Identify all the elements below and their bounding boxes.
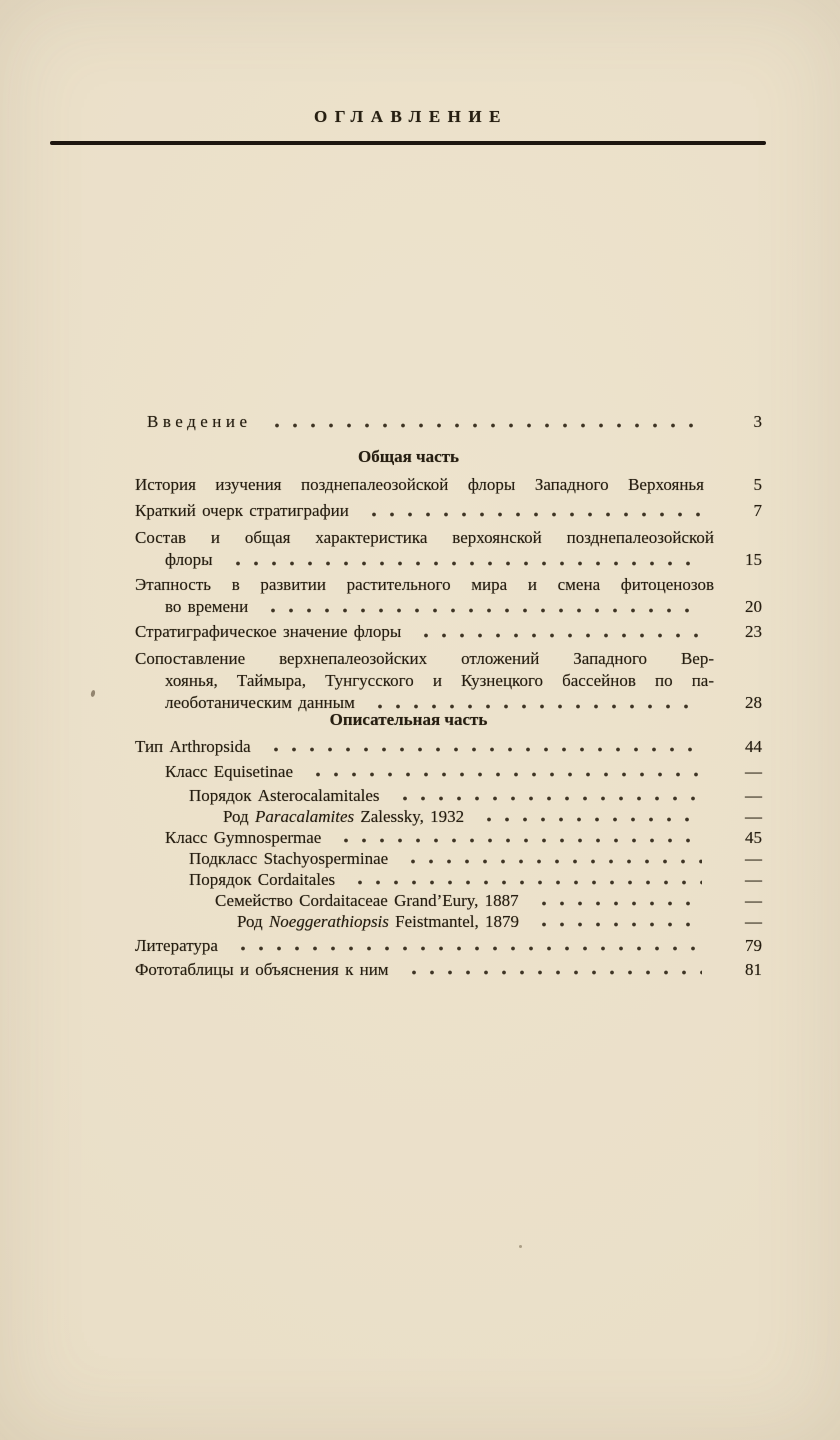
toc-entry-text: Порядок Asterocalamitales: [189, 786, 380, 805]
toc-entry: [135, 500, 762, 522]
toc-page-number: 28: [745, 693, 762, 712]
toc-entry-text: Класс Equisetinae: [165, 762, 294, 781]
toc-entry-text: Порядок Cordaitales: [189, 870, 336, 889]
section-heading-descriptive: Описательная часть: [329, 710, 488, 729]
genus-name-italic: Noeggerathiopsis: [268, 912, 389, 931]
toc-page-number: 45: [745, 828, 762, 847]
dot-leader: [400, 859, 702, 864]
dot-leader: [260, 608, 702, 613]
toc-entry-text: Подкласс Stachyosperminae: [189, 849, 389, 868]
toc-entry-text: История изучения позднепалеозойской флоры Западного Верхоянья: [135, 475, 704, 494]
toc-page-number: 79: [745, 936, 762, 955]
toc-entry-line: [135, 527, 762, 549]
toc-entry-text: хоянья, Таймыра, Тунгусского и Кузнецкого бассейнов по па-: [165, 671, 714, 690]
paper-speck: [90, 690, 96, 698]
toc-entry-introduction: [135, 411, 762, 433]
toc-entry-text: Состав и общая характеристика верхоянской позднепалеозойской: [135, 528, 714, 547]
toc-page-number: —: [745, 786, 762, 805]
toc-page-number: —: [745, 870, 762, 889]
title-rule: [50, 141, 766, 145]
toc-entry-line: [135, 648, 762, 670]
toc-entry-line: [135, 574, 762, 596]
dot-leader: [392, 796, 702, 801]
toc-entry-text: флоры: [165, 550, 213, 569]
page-title: ОГЛАВЛЕНИЕ: [314, 107, 508, 126]
toc-page-number: 44: [745, 737, 762, 756]
dot-leader: [413, 633, 702, 638]
toc-entry: [135, 736, 762, 757]
dot-leader: [401, 970, 702, 975]
toc-entry-text: во времени: [165, 597, 249, 616]
toc-page-number: 81: [745, 960, 762, 979]
paper-speck: [519, 1245, 522, 1248]
toc-entry-text: Фототаблицы и объяснения к ним: [135, 960, 389, 979]
toc-entry-text: Класс Gymnospermae: [165, 828, 322, 847]
toc-entry-text: Род Noeggerathiopsis Feistmantel, 1879: [237, 912, 519, 931]
toc-entry-text: Литература: [135, 936, 218, 955]
toc-entry: [135, 621, 762, 643]
toc-entry: [135, 848, 762, 869]
dot-leader: [230, 946, 702, 951]
toc-entry-text: Стратиграфическое значение флоры: [135, 622, 402, 641]
toc-entry: [135, 911, 762, 932]
toc-entry-text: Сопоставление верхнепалеозойских отложений Западного Вер-: [135, 649, 714, 668]
section-heading-general: Общая часть: [358, 447, 459, 466]
toc-entry: [135, 474, 762, 496]
toc-entry: [135, 785, 762, 806]
dot-leader: [531, 922, 702, 927]
toc-entry-continuation: [135, 596, 762, 618]
genus-name-italic: Paracalamites: [254, 807, 355, 826]
dot-leader: [476, 817, 702, 822]
toc-page-number: 23: [745, 622, 762, 641]
toc-entry-text: Тип Arthropsida: [135, 737, 251, 756]
dot-leader: [531, 901, 702, 906]
toc-entry-continuation: [135, 549, 762, 571]
toc-page-number: 20: [745, 597, 762, 616]
toc-entry-text: леоботаническим данным: [165, 693, 355, 712]
toc-entry: [135, 827, 762, 848]
toc-entry-text: Семейство Cordaitaceae Grand’Eury, 1887: [215, 891, 519, 910]
dot-leader: [263, 747, 702, 752]
table-of-contents: [135, 403, 762, 980]
toc-page-number: —: [745, 891, 762, 910]
toc-entry-text: Краткий очерк стратиграфии: [135, 501, 349, 520]
toc-page-number: 7: [753, 501, 762, 520]
toc-entry: [135, 869, 762, 890]
toc-page-number: —: [745, 849, 762, 868]
toc-page-number: 3: [753, 412, 762, 431]
toc-page-number: 5: [753, 475, 762, 494]
dot-leader: [225, 561, 703, 566]
toc-entry-text: Род Paracalamites Zalessky, 1932: [223, 807, 465, 826]
section-descriptive: [135, 709, 762, 980]
toc-entry-text: Этапность в развитии растительного мира и смена фитоценозов: [135, 575, 714, 594]
toc-page-number: 15: [745, 550, 762, 569]
dot-leader: [333, 838, 702, 843]
toc-page-number: —: [745, 912, 762, 931]
toc-entry-continuation: [135, 670, 762, 692]
toc-entry-text: Введение: [147, 412, 252, 431]
dot-leader: [305, 772, 702, 777]
toc-entry-literature: [135, 935, 762, 956]
toc-page-number: —: [745, 762, 762, 781]
toc-entry: [135, 806, 762, 827]
toc-entry: [135, 890, 762, 911]
toc-entry-phototables: [135, 959, 762, 980]
toc-page-number: —: [745, 807, 762, 826]
dot-leader: [347, 880, 702, 885]
dot-leader: [361, 512, 702, 517]
dot-leader: [264, 423, 702, 428]
toc-entry: [135, 761, 762, 782]
